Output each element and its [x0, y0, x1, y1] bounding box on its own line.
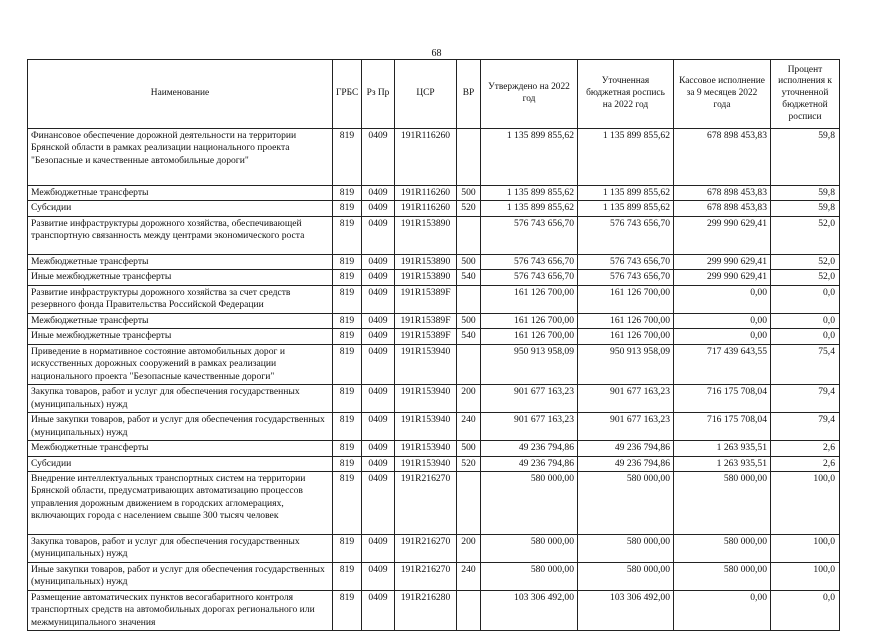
cell-vr — [457, 590, 481, 630]
table-row — [28, 313, 840, 328]
cell-percent: 100,0 — [771, 534, 840, 562]
cell-cash: 299 990 629,41 — [674, 216, 771, 254]
header-cash: Кассовое исполнение за 9 месяцев 2022 года — [674, 60, 771, 129]
cell-vr: 500 — [457, 441, 481, 456]
cell-name: Иные межбюджетные трансферты — [28, 329, 333, 344]
cell-grbs: 819 — [333, 590, 362, 630]
cell-rzpr: 0409 — [362, 129, 395, 186]
cell-refined: 49 236 794,86 — [578, 441, 674, 456]
cell-rzpr: 0409 — [362, 216, 395, 254]
cell-cash: 716 175 708,04 — [674, 385, 771, 413]
page-number: 68 — [431, 48, 442, 59]
cell-rzpr: 0409 — [362, 254, 395, 269]
cell-approved: 950 913 958,09 — [481, 344, 578, 384]
cell-csr: 191R216270 — [395, 534, 457, 562]
cell-percent: 59,8 — [771, 129, 840, 186]
cell-grbs: 819 — [333, 471, 362, 534]
cell-csr: 191R216270 — [395, 471, 457, 534]
cell-grbs: 819 — [333, 285, 362, 313]
cell-vr — [457, 216, 481, 254]
cell-grbs: 819 — [333, 534, 362, 562]
cell-csr: 191R153940 — [395, 413, 457, 441]
cell-rzpr: 0409 — [362, 590, 395, 630]
table-row — [28, 456, 840, 471]
cell-grbs: 819 — [333, 344, 362, 384]
cell-cash: 1 263 935,51 — [674, 441, 771, 456]
table-row — [28, 285, 840, 313]
cell-vr: 200 — [457, 534, 481, 562]
cell-rzpr: 0409 — [362, 413, 395, 441]
table-row — [28, 329, 840, 344]
cell-grbs: 819 — [333, 313, 362, 328]
cell-csr: 191R153890 — [395, 254, 457, 269]
cell-refined: 1 135 899 855,62 — [578, 186, 674, 201]
cell-rzpr: 0409 — [362, 534, 395, 562]
cell-approved: 161 126 700,00 — [481, 285, 578, 313]
cell-grbs: 819 — [333, 562, 362, 590]
cell-percent: 75,4 — [771, 344, 840, 384]
cell-grbs: 819 — [333, 456, 362, 471]
cell-approved: 103 306 492,00 — [481, 590, 578, 630]
header-row — [28, 60, 840, 129]
cell-approved: 576 743 656,70 — [481, 216, 578, 254]
cell-approved: 49 236 794,86 — [481, 456, 578, 471]
cell-rzpr: 0409 — [362, 471, 395, 534]
cell-cash: 1 263 935,51 — [674, 456, 771, 471]
cell-rzpr: 0409 — [362, 385, 395, 413]
cell-rzpr: 0409 — [362, 201, 395, 216]
cell-cash: 299 990 629,41 — [674, 270, 771, 285]
cell-vr: 540 — [457, 270, 481, 285]
cell-refined: 161 126 700,00 — [578, 313, 674, 328]
cell-cash: 0,00 — [674, 329, 771, 344]
cell-csr: 191R15389F — [395, 313, 457, 328]
table-row — [28, 590, 840, 630]
cell-cash: 678 898 453,83 — [674, 129, 771, 186]
cell-refined: 950 913 958,09 — [578, 344, 674, 384]
cell-name: Размещение автоматических пунктов весогабаритного контроля транспортных средств на автомобильных дорогах регионального или межмуниципального значения — [28, 590, 333, 630]
cell-approved: 901 677 163,23 — [481, 385, 578, 413]
cell-percent: 2,6 — [771, 456, 840, 471]
cell-csr: 191R153890 — [395, 216, 457, 254]
cell-cash: 580 000,00 — [674, 471, 771, 534]
cell-refined: 161 126 700,00 — [578, 329, 674, 344]
cell-csr: 191R153890 — [395, 270, 457, 285]
header-csr: ЦСР — [395, 60, 457, 129]
cell-name: Закупка товаров, работ и услуг для обеспечения государственных (муниципальных) нужд — [28, 534, 333, 562]
cell-percent: 59,8 — [771, 186, 840, 201]
cell-csr: 191R116260 — [395, 201, 457, 216]
table-row — [28, 413, 840, 441]
cell-csr: 191R116260 — [395, 129, 457, 186]
cell-csr: 191R216280 — [395, 590, 457, 630]
cell-vr — [457, 285, 481, 313]
cell-approved: 580 000,00 — [481, 562, 578, 590]
cell-csr: 191R216270 — [395, 562, 457, 590]
cell-refined: 580 000,00 — [578, 562, 674, 590]
cell-vr: 200 — [457, 385, 481, 413]
cell-vr — [457, 344, 481, 384]
cell-vr: 240 — [457, 413, 481, 441]
cell-vr: 520 — [457, 201, 481, 216]
cell-csr: 191R153940 — [395, 344, 457, 384]
cell-cash: 0,00 — [674, 590, 771, 630]
cell-refined: 580 000,00 — [578, 471, 674, 534]
cell-grbs: 819 — [333, 254, 362, 269]
cell-cash: 717 439 643,55 — [674, 344, 771, 384]
cell-rzpr: 0409 — [362, 562, 395, 590]
cell-refined: 901 677 163,23 — [578, 413, 674, 441]
cell-grbs: 819 — [333, 329, 362, 344]
cell-vr: 500 — [457, 186, 481, 201]
cell-vr: 240 — [457, 562, 481, 590]
cell-refined: 901 677 163,23 — [578, 385, 674, 413]
cell-refined: 576 743 656,70 — [578, 216, 674, 254]
cell-approved: 161 126 700,00 — [481, 313, 578, 328]
cell-grbs: 819 — [333, 385, 362, 413]
cell-percent: 52,0 — [771, 270, 840, 285]
cell-percent: 52,0 — [771, 216, 840, 254]
header-vr: ВР — [457, 60, 481, 129]
table-row — [28, 344, 840, 384]
cell-name: Иные закупки товаров, работ и услуг для обеспечения государственных (муниципальных) нужд — [28, 413, 333, 441]
cell-percent: 59,8 — [771, 201, 840, 216]
cell-csr: 191R116260 — [395, 186, 457, 201]
cell-cash: 678 898 453,83 — [674, 186, 771, 201]
cell-csr: 191R153940 — [395, 456, 457, 471]
cell-rzpr: 0409 — [362, 270, 395, 285]
cell-grbs: 819 — [333, 129, 362, 186]
cell-grbs: 819 — [333, 216, 362, 254]
table-row — [28, 385, 840, 413]
cell-csr: 191R15389F — [395, 329, 457, 344]
cell-percent: 0,0 — [771, 590, 840, 630]
cell-name: Иные закупки товаров, работ и услуг для обеспечения государственных (муниципальных) нужд — [28, 562, 333, 590]
cell-rzpr: 0409 — [362, 344, 395, 384]
cell-name: Субсидии — [28, 456, 333, 471]
cell-approved: 901 677 163,23 — [481, 413, 578, 441]
cell-grbs: 819 — [333, 201, 362, 216]
cell-grbs: 819 — [333, 441, 362, 456]
cell-approved: 1 135 899 855,62 — [481, 186, 578, 201]
cell-refined: 49 236 794,86 — [578, 456, 674, 471]
cell-refined: 1 135 899 855,62 — [578, 129, 674, 186]
cell-percent: 79,4 — [771, 413, 840, 441]
cell-csr: 191R15389F — [395, 285, 457, 313]
cell-approved: 49 236 794,86 — [481, 441, 578, 456]
cell-name: Межбюджетные трансферты — [28, 441, 333, 456]
cell-csr: 191R153940 — [395, 385, 457, 413]
cell-name: Межбюджетные трансферты — [28, 186, 333, 201]
table-row — [28, 129, 840, 186]
cell-name: Межбюджетные трансферты — [28, 313, 333, 328]
cell-approved: 576 743 656,70 — [481, 254, 578, 269]
cell-grbs: 819 — [333, 186, 362, 201]
header-grbs: ГРБС — [333, 60, 362, 129]
cell-cash: 299 990 629,41 — [674, 254, 771, 269]
cell-name: Закупка товаров, работ и услуг для обеспечения государственных (муниципальных) нужд — [28, 385, 333, 413]
cell-name: Иные межбюджетные трансферты — [28, 270, 333, 285]
cell-name: Развитие инфраструктуры дорожного хозяйства за счет средств резервного фонда Правительства Российской Федерации — [28, 285, 333, 313]
cell-percent: 0,0 — [771, 329, 840, 344]
cell-cash: 0,00 — [674, 285, 771, 313]
cell-refined: 161 126 700,00 — [578, 285, 674, 313]
cell-grbs: 819 — [333, 270, 362, 285]
header-approved: Утверждено на 2022 год — [481, 60, 578, 129]
cell-percent: 0,0 — [771, 313, 840, 328]
table-row — [28, 441, 840, 456]
cell-vr: 520 — [457, 456, 481, 471]
cell-vr: 500 — [457, 254, 481, 269]
header-rzpr: Рз Пр — [362, 60, 395, 129]
cell-percent: 0,0 — [771, 285, 840, 313]
cell-refined: 580 000,00 — [578, 534, 674, 562]
cell-cash: 580 000,00 — [674, 534, 771, 562]
cell-cash: 0,00 — [674, 313, 771, 328]
cell-vr: 500 — [457, 313, 481, 328]
cell-vr — [457, 471, 481, 534]
cell-name: Приведение в нормативное состояние автомобильных дорог и искусственных дорожных сооружений в рамках реализации национального проекта "Безопасные качественные дороги" — [28, 344, 333, 384]
cell-vr — [457, 129, 481, 186]
header-percent: Процент исполнения к уточненной бюджетной росписи — [771, 60, 840, 129]
header-refined: Уточненная бюджетная роспись на 2022 год — [578, 60, 674, 129]
cell-name: Межбюджетные трансферты — [28, 254, 333, 269]
cell-rzpr: 0409 — [362, 285, 395, 313]
cell-cash: 678 898 453,83 — [674, 201, 771, 216]
cell-grbs: 819 — [333, 413, 362, 441]
cell-refined: 576 743 656,70 — [578, 270, 674, 285]
table-row — [28, 471, 840, 534]
cell-percent: 2,6 — [771, 441, 840, 456]
cell-approved: 576 743 656,70 — [481, 270, 578, 285]
cell-percent: 52,0 — [771, 254, 840, 269]
cell-rzpr: 0409 — [362, 313, 395, 328]
cell-csr: 191R153940 — [395, 441, 457, 456]
cell-approved: 1 135 899 855,62 — [481, 129, 578, 186]
table-row — [28, 186, 840, 201]
cell-approved: 161 126 700,00 — [481, 329, 578, 344]
cell-refined: 103 306 492,00 — [578, 590, 674, 630]
header-name: Наименование — [28, 60, 333, 129]
cell-refined: 1 135 899 855,62 — [578, 201, 674, 216]
cell-percent: 79,4 — [771, 385, 840, 413]
cell-name: Развитие инфраструктуры дорожного хозяйства, обеспечивающей транспортную связанность между центрами экономического роста — [28, 216, 333, 254]
budget-table — [27, 59, 840, 631]
table-row — [28, 201, 840, 216]
table-row — [28, 562, 840, 590]
cell-approved: 580 000,00 — [481, 534, 578, 562]
cell-rzpr: 0409 — [362, 186, 395, 201]
cell-rzpr: 0409 — [362, 456, 395, 471]
cell-name: Финансовое обеспечение дорожной деятельности на территории Брянской области в рамках реализации национального проекта "Безопасные и качественные автомобильные дороги" — [28, 129, 333, 186]
cell-vr: 540 — [457, 329, 481, 344]
cell-rzpr: 0409 — [362, 441, 395, 456]
table-row — [28, 534, 840, 562]
table-row — [28, 254, 840, 269]
cell-cash: 716 175 708,04 — [674, 413, 771, 441]
cell-percent: 100,0 — [771, 471, 840, 534]
cell-name: Субсидии — [28, 201, 333, 216]
cell-rzpr: 0409 — [362, 329, 395, 344]
table-row — [28, 216, 840, 254]
cell-cash: 580 000,00 — [674, 562, 771, 590]
table-row — [28, 270, 840, 285]
cell-name: Внедрение интеллектуальных транспортных систем на территории Брянской области, предусматривающих автоматизацию процессов управления дорожным движением в городских агломерациях, включающих города с населением свыше 300 тысяч человек — [28, 471, 333, 534]
cell-approved: 1 135 899 855,62 — [481, 201, 578, 216]
cell-refined: 576 743 656,70 — [578, 254, 674, 269]
cell-approved: 580 000,00 — [481, 471, 578, 534]
cell-percent: 100,0 — [771, 562, 840, 590]
